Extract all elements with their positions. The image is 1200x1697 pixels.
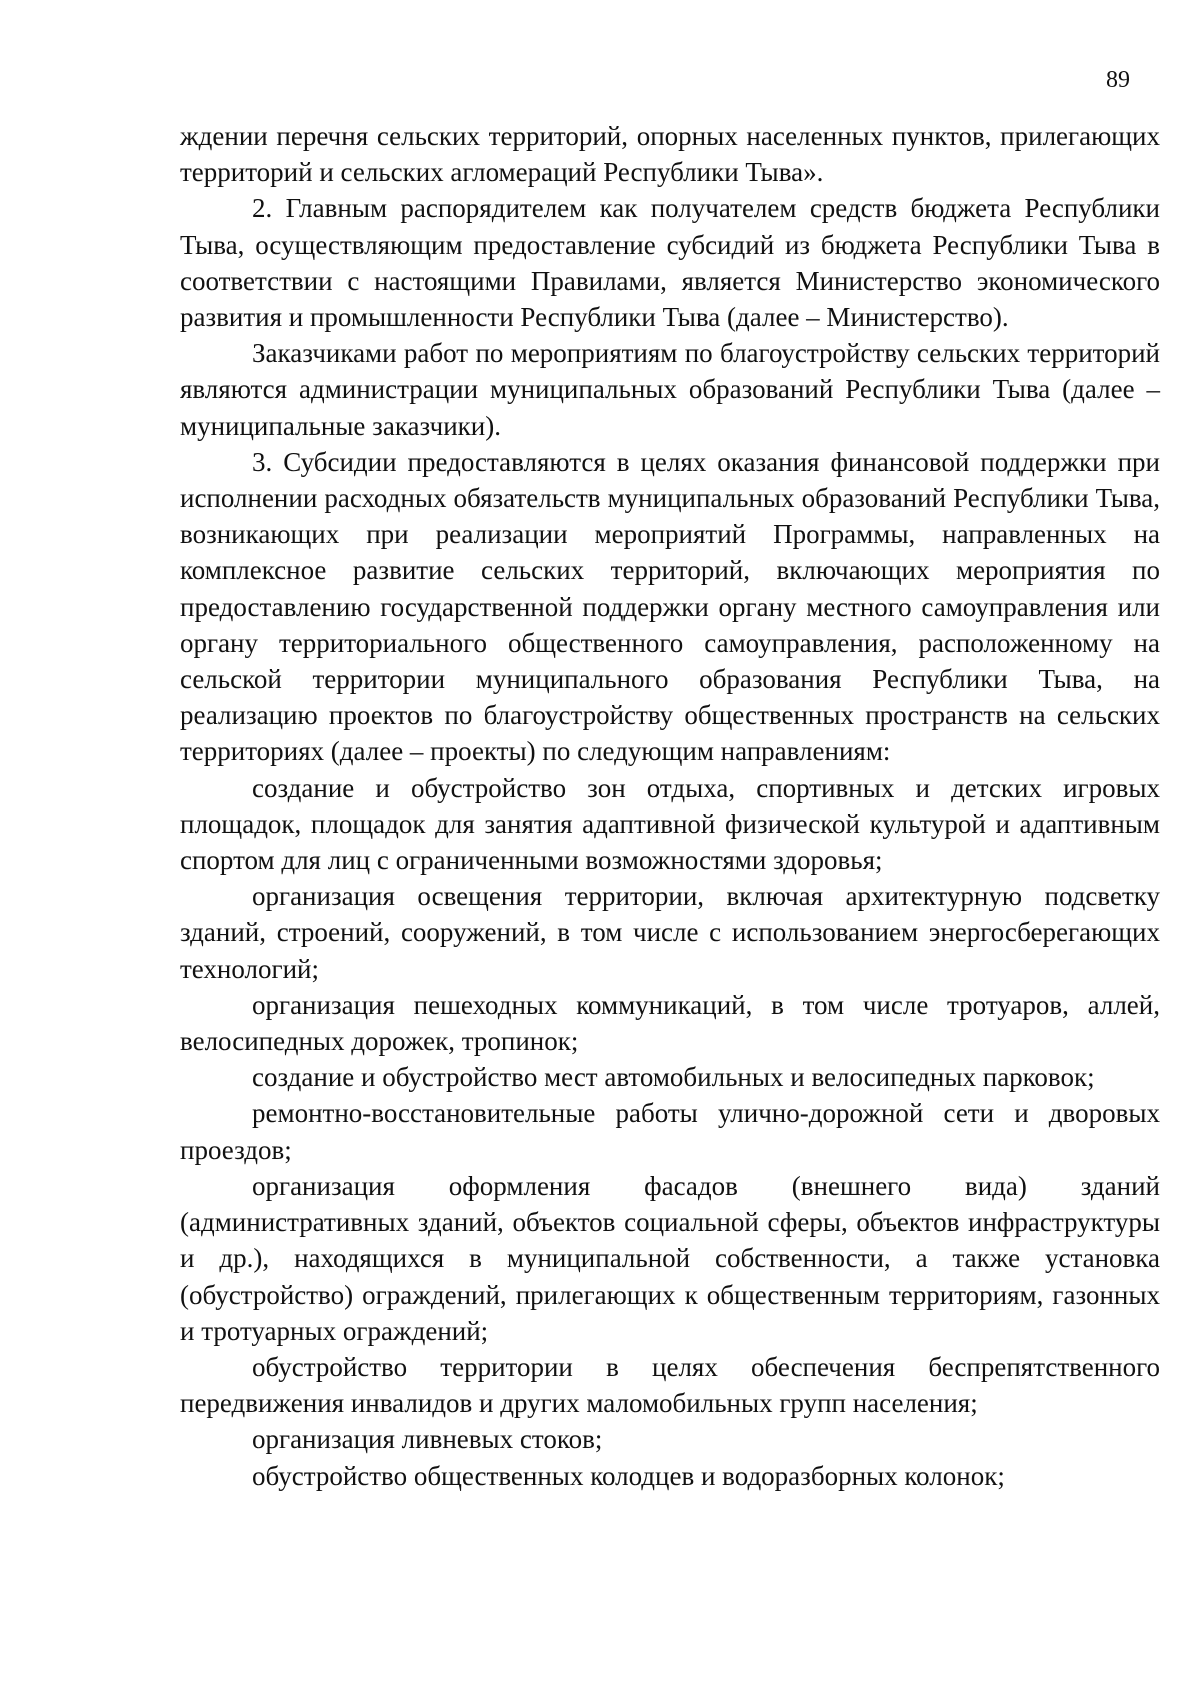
- list-item-lighting: организация освещения территории, включая архитектурную подсветку зданий, строений, сооружений, в том числе с использованием энергосберегающих технологий;: [180, 881, 1160, 984]
- list-item-facades: организация оформления фасадов (внешнего вида) зданий (административных зданий, объектов социальной сферы, объектов инфраструктуры и др.), находящихся в муниципальной собственности, а также установка (обустройство) ограждений, прилегающих к общественным территориям, газонных и тротуарных ограждений;: [180, 1170, 1160, 1346]
- page-number: 89: [1106, 67, 1130, 93]
- document-body: [180, 118, 1160, 1494]
- list-item-accessibility: обустройство территории в целях обеспечения беспрепятственного передвижения инвалидов и других маломобильных групп населения;: [180, 1351, 1160, 1419]
- list-item-recreation-zones: создание и обустройство зон отдыха, спортивных и детских игровых площадок, площадок для занятия адаптивной физической культурой и адаптивным спортом для лиц с ограниченными возможностями здоровья;: [180, 772, 1160, 876]
- list-item-pedestrian: организация пешеходных коммуникаций, в том числе тротуаров, аллей, велосипедных дорожек, тропинок;: [180, 989, 1160, 1057]
- paragraph-item-2: 2. Главным распорядителем как получателем средств бюджета Республики Тыва, осуществляющим предоставление субсидий из бюджета Республики Тыва в соответствии с настоящими Правилами, является Министерство экономического развития и промышленности Республики Тыва (далее – Министерство).: [180, 193, 1160, 333]
- paragraph-continuation: ждении перечня сельских территорий, опорных населенных пунктов, прилегающих территорий и сельских агломераций Республики Тыва».: [180, 121, 1160, 188]
- paragraph-item-3: 3. Субсидии предоставляются в целях оказания финансовой поддержки при исполнении расходных обязательств муниципальных образований Республики Тыва, возникающих при реализации мероприятий Программы, направленных на комплексное развитие сельских территорий, включающих мероприятия по предоставлению государственной поддержки органу местного самоуправления или органу территориального общественного самоуправления, расположенному на сельской территории муниципального образования Республики Тыва, на реализацию проектов по благоустройству общественных пространств на сельских территориях (далее – проекты) по следующим направлениям:: [180, 446, 1160, 767]
- list-item-wells: обустройство общественных колодцев и водоразборных колонок;: [252, 1460, 1005, 1491]
- list-item-drainage: организация ливневых стоков;: [252, 1424, 603, 1455]
- paragraph-customers: Заказчиками работ по мероприятиям по благоустройству сельских территорий являются администрации муниципальных образований Республики Тыва (далее – муниципальные заказчики).: [180, 338, 1160, 441]
- list-item-parking: создание и обустройство мест автомобильных и велосипедных парковок;: [252, 1062, 1095, 1093]
- list-item-road-repair: ремонтно-восстановительные работы улично-дорожной сети и дворовых проездов;: [180, 1098, 1160, 1165]
